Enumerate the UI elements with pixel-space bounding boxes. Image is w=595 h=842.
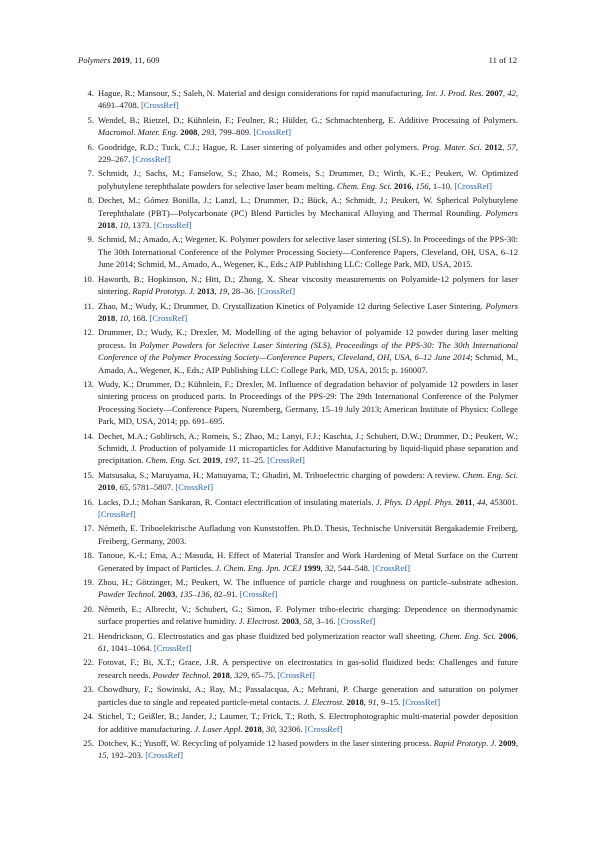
reference-text (98, 88, 518, 110)
reference-segment: , (363, 696, 369, 707)
reference-segment: , (197, 127, 202, 138)
reference-italic: 91 (368, 696, 377, 707)
reference-italic: Chem. Eng. Sci. (439, 630, 496, 641)
reference-italic: 329 (234, 669, 248, 680)
reference-italic: J. Phys. D Appl. Phys. (375, 496, 454, 507)
reference-italic: Polymer Powders for Selective Laser Sintering (SLS), Proceedings of the PPS-30: The 30th International Conference of the Polymer Processing Society—Conference Papers, Cleveland, OH, USA, 6–12 June 2014 (98, 339, 518, 363)
reference-segment: , 11–25. (237, 455, 268, 466)
crossref-link[interactable]: [CrossRef] (98, 509, 136, 519)
reference-number: 6. (87, 141, 94, 152)
reference-item (78, 141, 518, 166)
reference-segment: , (472, 496, 477, 507)
page-header (78, 55, 517, 69)
reference-year: 2016 (394, 180, 412, 191)
reference-number: 11. (83, 300, 94, 311)
reference-italic: J. Chem. Eng. Jpn. JCEJ (215, 562, 302, 573)
reference-italic: Rapid Prototyp. J. (132, 286, 196, 297)
crossref-link[interactable]: [CrossRef] (149, 312, 188, 323)
reference-segment: , 5781–5807. (128, 482, 176, 493)
reference-segment: , (261, 723, 267, 734)
reference-item (78, 603, 518, 628)
crossref-link[interactable]: [CrossRef] (239, 589, 278, 600)
reference-number: 4. (87, 88, 94, 98)
reference-segment: Stichel, T.; Geißler, B.; Jander, J.; Laumer, T.; Frick, T.; Roth, S. Electrophotographic multi-material powder deposition for additive manufacturing. (98, 711, 518, 734)
reference-segment: , (220, 455, 225, 466)
crossref-link[interactable]: [CrossRef] (145, 750, 183, 761)
reference-segment: , 229–267. (98, 141, 518, 165)
reference-number: 13. (83, 378, 94, 389)
reference-year: 2008 (180, 127, 198, 138)
reference-year: 2018 (244, 723, 262, 734)
reference-segment: , 1373. (128, 220, 154, 231)
reference-item (78, 167, 518, 192)
crossref-link[interactable]: [CrossRef] (132, 154, 171, 165)
reference-item (78, 469, 518, 494)
reference-year: 2003 (281, 616, 300, 627)
reference-italic: Rapid Prototyp. J. (433, 737, 497, 748)
reference-segment: Dechet, M.A.; Goblirsch, A.; Romeis, S.; Zhao, M.; Lanyi, F.J.; Kaschta, J.; Schubert, D.W.; Drummer, D.; Peukert, W.; Schmidt, J. Production of polyamide 11 microparticles for Additive Manufacturing by liquid-liquid phase separation and precipitation. (98, 430, 518, 466)
reference-number: 7. (87, 168, 94, 179)
reference-segment: , (411, 180, 416, 191)
reference-segment: , 453001. (485, 496, 518, 507)
crossref-link[interactable]: [CrossRef] (267, 455, 305, 466)
reference-number: 14. (83, 430, 94, 441)
reference-item (78, 430, 518, 467)
reference-text (98, 738, 518, 760)
reference-number: 24. (83, 711, 94, 722)
reference-segment: Zhao, M.; Wudy, K.; Drummer, D. Crystallization Kinetics of Polyamide 12 during Selective Laser Sintering. (98, 300, 486, 311)
journal-volume-article: , 11, 609 (129, 55, 160, 65)
reference-italic: 135–136 (179, 589, 210, 600)
reference-italic: 65 (119, 482, 129, 493)
reference-italic: Powder Technol. (152, 669, 211, 680)
reference-italic: J. Electrost. (303, 696, 345, 707)
reference-italic: 57 (507, 141, 516, 152)
reference-italic: 10 (119, 220, 129, 231)
reference-year: 2009 (498, 737, 516, 748)
reference-item (78, 87, 518, 112)
reference-number: 23. (83, 684, 94, 695)
reference-segment: , (502, 88, 508, 98)
reference-segment: , (229, 669, 235, 680)
reference-segment: Tanoue, K.-I.; Ema, A.; Masuda, H. Effect of Material Transfer and Work Hardening of Metal Surface on the Current Generated by Impact of Particles. (98, 550, 518, 573)
reference-number: 19. (83, 577, 94, 588)
reference-segment: , (115, 312, 120, 323)
reference-segment: Wudy, K.; Drummer, D.; Kühnlein, F.; Drexler, M. Influence of degradation behavior of polyamide 12 powders in laser sintering process on produced parts. In Proceedings of the PPS-29: The 29th International Conference of the Polymer Processing Society—Conference Papers, Nuremberg, Germany, 15–19 July 2013; American Institute of Physics: College Park, MD, USA, 2014; pp. 691–695. (98, 378, 518, 427)
reference-italic: Macromol. Mater. Eng. (98, 127, 179, 138)
reference-italic: J. Electrost. (238, 616, 280, 627)
reference-number: 15. (83, 469, 94, 480)
reference-segment: Németh, E. Triboelektrische Aufladung von Kunststoffen. Ph.D. Thesis, Technische Universität Bergakademie Freiberg, Freiberg, Germany, 2003. (98, 523, 518, 546)
reference-year: 2007 (485, 88, 503, 98)
reference-segment: Schmidt, J.; Sachs, M.; Fanselow, S.; Zhao, M.; Romeis, S.; Drummer, D.; Wirth, K.-E.; Peukert, W. Optimized polybutylene terephthalate powders for selective laser beam melting. (98, 168, 518, 191)
reference-segment: Zhou, H.; Götzinger, M.; Peukert, W. The influence of particle charge and roughness on particle–substrate adhesion. (98, 577, 518, 588)
reference-year: 2011 (455, 496, 473, 507)
reference-number: 20. (83, 603, 94, 614)
reference-text (98, 142, 518, 164)
reference-segment: Haworth, B.; Hopkinson, N.; Hitt, D.; Zhong, X. Shear viscosity measurements on Polyamide-12 polymers for laser sintering. (98, 273, 518, 297)
reference-text (98, 604, 518, 626)
reference-year: 2018 (212, 669, 230, 680)
reference-year: 2019 (203, 455, 221, 466)
reference-item (78, 326, 518, 376)
reference-italic: 32 (324, 562, 334, 573)
reference-item (78, 522, 518, 547)
reference-segment: , 28–36. (227, 286, 258, 297)
reference-segment: , 82–91. (209, 589, 240, 600)
reference-year: 2018 (98, 220, 116, 231)
page-number: 11 of 12 (488, 55, 517, 65)
reference-segment: , 799–809. (214, 127, 254, 138)
reference-number: 10. (83, 273, 94, 284)
crossref-link[interactable]: [CrossRef] (304, 723, 343, 734)
reference-number: 21. (83, 630, 94, 641)
reference-item (78, 576, 518, 601)
reference-list (78, 87, 518, 764)
crossref-link[interactable]: [CrossRef] (402, 696, 441, 707)
reference-year: 1999 (303, 562, 321, 573)
reference-year: 2003 (158, 589, 176, 600)
reference-segment: , (214, 286, 219, 297)
reference-item (78, 656, 518, 681)
reference-text (98, 195, 518, 230)
reference-segment: Dechet, M.; Gómez Bonilla, J.; Lanzl, L.; Drummer, D.; Bück, A.; Schmidt, J.; Peukert, W. Spherical Polybutylene Terephthalate (PBT)—Polycarbonate (PC) Blend Particles by Mechanical Alloying and Thermal Rounding. (98, 195, 518, 218)
reference-number: 18. (83, 550, 94, 561)
reference-segment: Fotovat, F.; Bi, X.T.; Grace, J.R. A perspective on electrostatics in gas-solid fluidized beds: Challenges and future research needs. (98, 657, 518, 680)
reference-text (98, 711, 518, 733)
reference-segment: Wendel, B.; Rietzel, D.; Kühnlein, F.; Feulner, R.; Hülder, G.; Schmachtenberg, E. Additive Processing of Polymers. (98, 114, 518, 125)
reference-text (98, 497, 518, 519)
reference-italic: 58 (303, 616, 312, 627)
reference-segment: Goodridge, R.D.; Tuck, C.J.; Hague, R. Laser sintering of polyamides and other polymers. (98, 141, 423, 152)
reference-text (98, 115, 518, 137)
reference-italic: 42 (507, 88, 516, 98)
reference-item (78, 737, 518, 762)
reference-segment: , (320, 562, 325, 573)
reference-item (78, 710, 518, 735)
reference-italic: 156 (415, 180, 429, 191)
reference-segment: , 32306. (274, 723, 305, 734)
reference-text (98, 523, 518, 545)
reference-italic: 197 (224, 455, 238, 466)
reference-segment: , 4691–4708. (98, 88, 518, 111)
reference-segment: Chowdhury, F.; Sowinski, A.; Ray, M.; Passalacqua, A.; Mehrani, P. Charge generation and saturation on polymer particles due to single and repeated particle-metal contacts. (98, 684, 518, 707)
reference-item (78, 300, 518, 325)
reference-text (98, 470, 518, 492)
crossref-link[interactable]: [CrossRef] (253, 127, 292, 138)
reference-text (98, 631, 518, 653)
reference-text (98, 234, 518, 269)
reference-segment: , 544–548. (333, 562, 373, 573)
reference-italic: 293 (201, 127, 215, 138)
reference-text (98, 274, 518, 296)
reference-number: 8. (87, 195, 94, 206)
reference-text (98, 577, 518, 599)
reference-segment: , 168. (128, 312, 150, 323)
reference-item (78, 114, 518, 139)
reference-text (98, 301, 518, 323)
reference-italic: 30 (266, 723, 275, 734)
reference-italic: Polymers (485, 300, 518, 311)
reference-segment: , (515, 630, 518, 641)
reference-year: 2018 (98, 312, 116, 323)
reference-segment: Dotchev, K.; Yusoff, W. Recycling of polyamide 12 based powders in the laser sintering process. (98, 737, 434, 748)
reference-number: 12. (83, 327, 94, 338)
reference-italic: Int. J. Prod. Res. (425, 88, 484, 98)
reference-italic: Chem. Eng. Sci. (336, 180, 393, 191)
reference-italic: Powder Technol. (98, 589, 156, 600)
crossref-link[interactable]: [CrossRef] (372, 562, 410, 573)
crossref-link[interactable]: [CrossRef] (153, 220, 192, 231)
reference-text (98, 168, 518, 190)
reference-segment: , 9–15. (376, 696, 403, 707)
crossref-link[interactable]: [CrossRef] (153, 643, 192, 654)
reference-italic: Chem. Eng. Sci. (145, 455, 201, 466)
journal-year: 2019 (112, 55, 130, 65)
reference-item (78, 549, 518, 574)
reference-segment: Drummer, D.; Wudy, K.; Drexler, M. Modelling of the aging behavior of polyamide 12 powder during laser melting process. In (98, 327, 518, 350)
reference-segment: , (515, 737, 518, 748)
reference-item (78, 496, 518, 521)
reference-item (78, 273, 518, 298)
reference-segment: , 3–16. (311, 616, 338, 627)
reference-segment: Matsusaka, S.; Maruyama, H.; Matsuyama, T.; Ghadiri, M. Triboelectric charging of powders: A review. (98, 469, 463, 480)
reference-number: 16. (83, 496, 94, 507)
crossref-link[interactable]: [CrossRef] (337, 616, 376, 627)
reference-segment: ; Schmid, M., Amado, A., Wegener, K., Eds.; AIP Publishing LLC: College Park, MD, USA, 2015; p. 160007. (98, 352, 519, 375)
crossref-link[interactable]: [CrossRef] (454, 180, 493, 191)
reference-segment: , (175, 589, 180, 600)
reference-segment: , (115, 220, 120, 231)
reference-item (78, 630, 518, 655)
reference-number: 25. (83, 737, 94, 748)
reference-text (98, 684, 518, 706)
reference-segment: Németh, E.; Albrecht, V.; Schubert, G.; Simon, F. Polymer tribo-electric charging: Dependence on thermodynamic surface properties and relative humidity. (98, 603, 518, 627)
reference-year: 2018 (346, 696, 364, 707)
reference-segment: , 1–10. (428, 180, 455, 191)
reference-segment: Hague, R.; Mansour, S.; Saleh, N. Material and design considerations for rapid manufacturing. (98, 88, 426, 98)
reference-segment: , (115, 482, 120, 493)
crossref-link[interactable]: [CrossRef] (175, 482, 214, 493)
reference-italic: 19 (218, 286, 228, 297)
reference-text (98, 431, 518, 466)
reference-italic: 15 (98, 750, 107, 761)
reference-segment: , 192–203. (106, 750, 146, 761)
reference-italic: Polymers (485, 207, 518, 218)
reference-item (78, 233, 518, 270)
reference-text (98, 379, 518, 426)
reference-segment: , (299, 616, 304, 627)
reference-text (98, 327, 518, 374)
reference-italic: 10 (119, 312, 129, 323)
reference-item (78, 378, 518, 428)
reference-italic: Chem. Eng. Sci. (462, 469, 518, 480)
reference-segment: , (502, 141, 508, 152)
reference-number: 5. (87, 114, 94, 125)
reference-item (78, 194, 518, 231)
reference-italic: Prog. Mater. Sci. (422, 141, 482, 152)
crossref-link[interactable]: [CrossRef] (140, 100, 179, 111)
reference-text (98, 550, 518, 572)
reference-segment: , 1041–1064. (106, 643, 154, 654)
reference-number: 22. (83, 657, 94, 668)
reference-italic: 44 (476, 496, 486, 507)
reference-year: 2010 (98, 482, 116, 493)
reference-item (78, 683, 518, 708)
reference-italic: J. Laser Appl. (194, 723, 243, 734)
reference-number: 9. (87, 234, 94, 245)
reference-year: 2012 (484, 141, 503, 152)
reference-number: 17. (83, 523, 94, 534)
journal-name: Polymers (78, 55, 111, 65)
reference-segment: Schmid, M.; Amado, A.; Wegener, K. Polymer powders for selective laser sintering (SLS). In Proceedings of the PPS-30: The 30th International Conference of the Polymer Processing Society—Conference Papers, Cleveland, OH, USA, 6–12 June 2014; Schmid, M., Amado, A., Wegener, K., Eds.; AIP Publishing LLC: College Park, MD, USA, 2015. (98, 234, 518, 270)
reference-text (98, 657, 518, 679)
crossref-link[interactable]: [CrossRef] (277, 669, 315, 680)
reference-year: 2013 (197, 286, 215, 297)
reference-segment: Lacks, D.J.; Mohan Sankaran, R. Contact electrification of insulating materials. (98, 496, 376, 507)
reference-year: 2006 (498, 630, 516, 641)
reference-segment: , 65–75. (247, 669, 278, 680)
reference-segment: Hendrickson, G. Electrostatics and gas phase fluidized bed polymerization reactor wall sheeting. (98, 630, 440, 641)
running-citation (78, 55, 160, 65)
crossref-link[interactable]: [CrossRef] (257, 286, 296, 297)
reference-italic: 61 (98, 643, 107, 654)
